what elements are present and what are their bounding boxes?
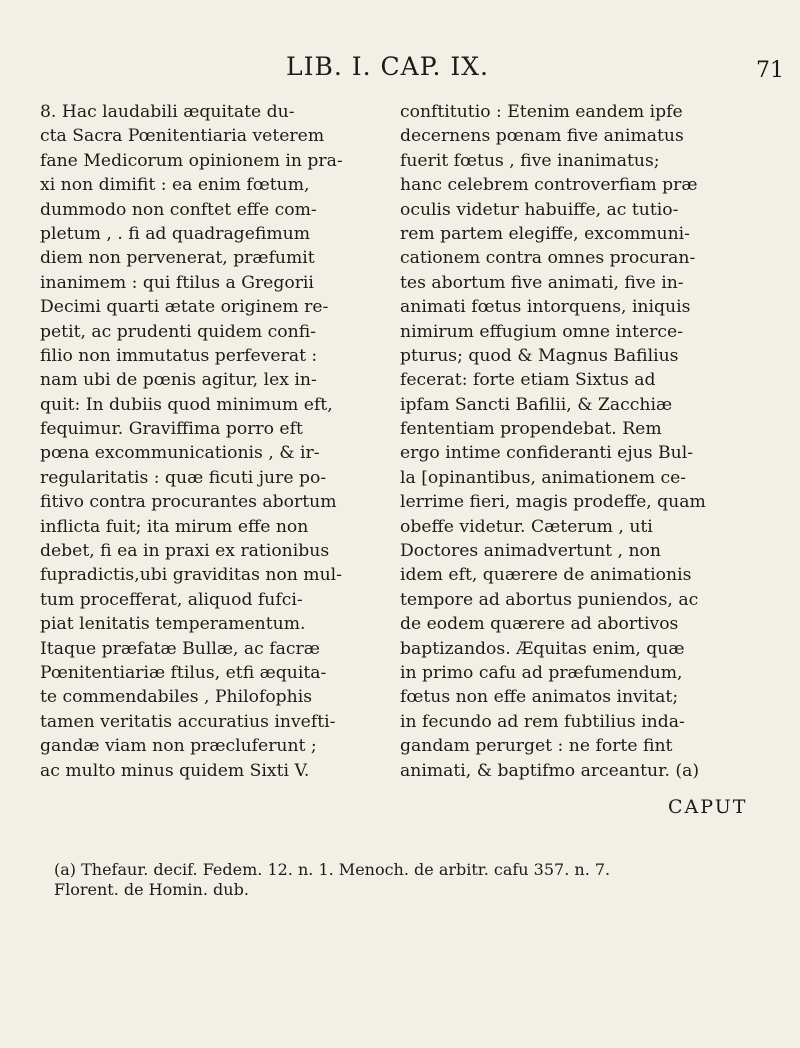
text-line: in fecundo ad rem fubtilius inda-	[400, 711, 685, 732]
text-line: nimirum effugium omne interce-	[400, 321, 684, 342]
text-line: baptizandos. Æquitas enim, quæ	[400, 638, 685, 659]
text-line: tes abortum five animati, five in-	[400, 272, 684, 293]
text-line: tempore ad abortus puniendos, ac	[400, 589, 699, 610]
text-line: pletum , . fi ad quadragefimum	[40, 223, 310, 244]
text-line: animati fœtus intorquens, iniquis	[400, 297, 691, 318]
footnote-line: (a) Thefaur. decif. Fedem. 12. n. 1. Menoch. de arbitr. cafu 357. n. 7.	[54, 860, 611, 879]
text-line: debet, fi ea in praxi ex rationibus	[40, 541, 330, 562]
text-line: rem partem elegiffe, excommuni-	[400, 223, 690, 244]
text-line: oculis videtur habuiffe, ac tutio-	[400, 199, 679, 220]
text-line: te commendabiles , Philofophis	[40, 687, 313, 708]
text-line: gandam perurget : ne forte fint	[400, 736, 673, 757]
text-line: pturus; quod & Magnus Bafilius	[400, 345, 679, 366]
text-line: fœtus non effe animatos invitat;	[400, 687, 679, 708]
text-line: decernens pœnam five animatus	[400, 126, 684, 147]
text-line: tum procefferat, aliquod fufci-	[40, 589, 303, 610]
text-line: animati, & baptifmo arceantur. (a)	[400, 760, 700, 781]
text-line: fupradictis,ubi graviditas non mul-	[40, 565, 342, 586]
text-line: cta Sacra Pœnitentiaria veterem	[40, 126, 325, 147]
text-line: hanc celebrem controverfiam præ	[400, 175, 698, 196]
text-line: pœna excommunicationis , & ir-	[40, 443, 320, 464]
footnote	[54, 860, 794, 900]
text-line: Decimi quarti ætate originem re-	[40, 297, 329, 318]
text-line: conftitutio : Etenim eandem ipfe	[400, 102, 683, 122]
footnote-line: Florent. de Homin. dub.	[54, 880, 249, 899]
running-head: LIB. I. CAP. IX.	[286, 52, 489, 81]
page-header	[0, 52, 800, 92]
text-line: la [opinantibus, animationem ce-	[400, 467, 687, 488]
text-line: nam ubi de pœnis agitur, lex in-	[40, 370, 317, 391]
text-line: fuerit fœtus , five inanimatus;	[400, 150, 660, 171]
text-line: petit, ac prudenti quidem confi-	[40, 321, 316, 342]
text-line: inflicta fuit; ita mirum effe non	[40, 516, 309, 537]
catchword: CAPUT	[668, 796, 748, 818]
text-line: obeffe videtur. Cæterum , uti	[400, 516, 653, 537]
text-line: lerrime fieri, magis prodeffe, quam	[400, 492, 706, 513]
text-line: fitivo contra procurantes abortum	[40, 492, 337, 513]
text-line: cationem contra omnes procuran-	[400, 248, 696, 269]
text-line: de eodem quærere ad abortivos	[400, 614, 679, 635]
text-line: regularitatis : quæ ficuti jure po-	[40, 467, 327, 488]
text-line: fententiam propendebat. Rem	[400, 419, 662, 440]
text-line: fecerat: forte etiam Sixtus ad	[400, 370, 656, 391]
text-line: 8. Hac laudabili æquitate du-	[40, 102, 295, 122]
text-line: quit: In dubiis quod minimum eft,	[40, 394, 333, 415]
text-line: ac multo minus quidem Sixti V.	[40, 760, 310, 781]
text-line: dummodo non conftet effe com-	[40, 199, 317, 220]
text-line: Doctores animadvertunt , non	[400, 541, 661, 562]
text-line: filio non immutatus perfeverat :	[40, 345, 318, 366]
text-line: fane Medicorum opinionem in pra-	[40, 150, 343, 171]
text-line: fequimur. Graviffima porro eft	[40, 419, 303, 440]
left-column	[40, 100, 388, 783]
text-line: diem non pervenerat, præfumit	[40, 248, 315, 269]
page-number: 71	[756, 58, 784, 83]
text-line: ipfam Sancti Bafilii, & Zacchiæ	[400, 394, 673, 415]
text-line: gandæ viam non præcluferunt ;	[40, 736, 317, 757]
text-line: Pœnitentiariæ ftilus, etfi æquita-	[40, 662, 327, 683]
text-line: idem eft, quærere de animationis	[400, 565, 692, 586]
right-column	[400, 100, 750, 783]
text-line: inanimem : qui ftilus a Gregorii	[40, 272, 314, 293]
text-line: ergo intime confideranti ejus Bul-	[400, 443, 694, 464]
text-line: tamen veritatis accuratius invefti-	[40, 711, 336, 732]
text-line: Itaque præfatæ Bullæ, ac facræ	[40, 638, 320, 659]
text-line: in primo cafu ad præfumendum,	[400, 662, 683, 683]
text-line: xi non dimifit : ea enim fœtum,	[40, 175, 310, 196]
text-line: piat lenitatis temperamentum.	[40, 614, 306, 635]
